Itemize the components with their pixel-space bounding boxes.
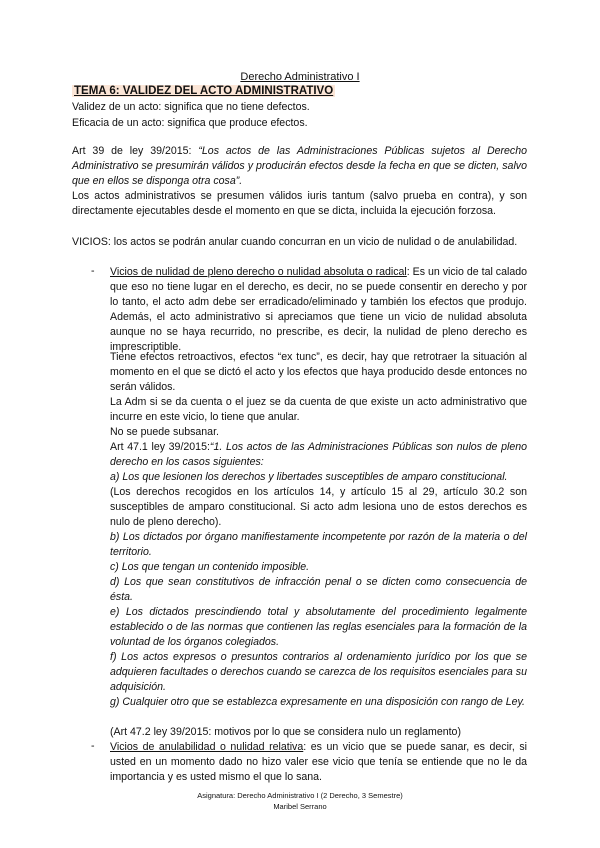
nulidad-paragraph [110, 265, 527, 355]
art47-paragraph [110, 440, 527, 470]
case-g: g) Cualquier otro que se establezca expresamente en una disposición con rango de Ley. [110, 696, 525, 708]
case-e: e) Los dictados prescindiendo total y absolutamente del procedimiento legalmente establecido o de las normas que contienen las reglas esenciales para la formación de la voluntad de los órganos colegiados. [110, 606, 527, 648]
list-bullet: - [91, 740, 95, 752]
anulabilidad-title: Vicios de anulabilidad o nulidad relativa [110, 741, 304, 753]
anulabilidad-text: : es un vicio que se puede sanar, es decir, si usted en un momento dado no hizo valer ese vicio que tenía se entiende que no le da importancia y es usted mismo el que lo sana. [110, 741, 528, 783]
nulidad-text: : Es un vicio de tal calado que eso no tiene lugar en el derecho, es decir, no se puede consentir en derecho y por lo tanto, el acto adm debe ser erradicado/eliminado y también los efectos que produjo. Además, el acto administrativo si apreciamos que tiene un vicio de nulidad absoluta aunque no se haya recurrido, no prescribe, es decir, la nulidad de pleno derecho es imprescriptible. [110, 266, 527, 353]
case-c: c) Los que tengan un contenido imposible. [110, 561, 310, 573]
case-d: d) Los que sean constitutivos de infracción penal o se dicten como consecuencia de ésta. [110, 576, 527, 603]
nulidad-subsanar: No se puede subsanar. [110, 426, 219, 438]
vicios-intro: VICIOS: los actos se podrán anular cuando concurran en un vicio de nulidad o de anulabilidad. [72, 236, 518, 248]
art47-quote: “1. Los actos de las Administraciones Públicas son nulos de pleno derecho en los casos siguientes: [110, 441, 528, 468]
nulidad-title: Vicios de nulidad de pleno derecho o nulidad absoluta o radical [110, 266, 407, 278]
footer-subject: Asignatura: Derecho Administrativo I (2 Derecho, 3 Semestre) [197, 791, 403, 800]
art39-prefix: Art 39 de ley 39/2015: [72, 145, 199, 157]
nulidad-adm: La Adm si se da cuenta o el juez se da cuenta de que existe un acto administrativo que incurre en este vicio, lo tiene que anular. [110, 396, 527, 423]
validez-definition: Validez de un acto: significa que no tiene defectos. [72, 101, 310, 113]
section-title: TEMA 6: VALIDEZ DEL ACTO ADMINISTRATIVO [74, 85, 334, 97]
case-a-note: (Los derechos recogidos en los artículos 14, y artículo 15 al 29, artículo 30.2 son susceptibles de amparo constitucional. Si acto adm lesiona uno de estos derechos es nulo de pleno derecho). [110, 486, 527, 528]
art47-2-note: (Art 47.2 ley 39/2015: motivos por lo que se considera nulo un reglamento) [110, 726, 461, 738]
anulabilidad-paragraph [110, 740, 527, 785]
case-f: f) Los actos expresos o presuntos contrarios al ordenamiento jurídico por los que se adquieren facultades o derechos cuando se carezca de los requisitos esenciales para su adquisición. [110, 651, 527, 693]
case-b: b) Los dictados por órgano manifiestamente incompetente por razón de la materia o del territorio. [110, 531, 527, 558]
case-a: a) Los que lesionen los derechos y libertades susceptibles de amparo constitucional. [110, 471, 508, 483]
eficacia-definition: Eficacia de un acto: significa que produce efectos. [72, 117, 308, 129]
footer-author: Maribel Serrano [273, 802, 327, 811]
art39-paragraph [72, 144, 527, 189]
art47-prefix: Art 47.1 ley 39/2015: [110, 441, 210, 453]
nulidad-efectos: Tiene efectos retroactivos, efectos “ex tunc”, es decir, hay que retrotraer la situación al momento en el que se dictó el acto y los efectos que haya producido desde entonces no serán válidos. [110, 351, 527, 393]
art39-quote: “Los actos de las Administraciones Públicas sujetos al Derecho Administrativo se presumirán válidos y producirán efectos desde la fecha en que se dicten, salvo que en ellos se disponga otra cosa”. [72, 145, 528, 187]
list-bullet: - [91, 265, 95, 277]
document-header-title: Derecho Administrativo I [240, 71, 360, 83]
art39-explanation: Los actos administrativos se presumen válidos iuris tantum (salvo prueba en contra), y son directamente ejecutables desde el momento en que se dicta, incluida la ejecución forzosa. [72, 190, 527, 217]
